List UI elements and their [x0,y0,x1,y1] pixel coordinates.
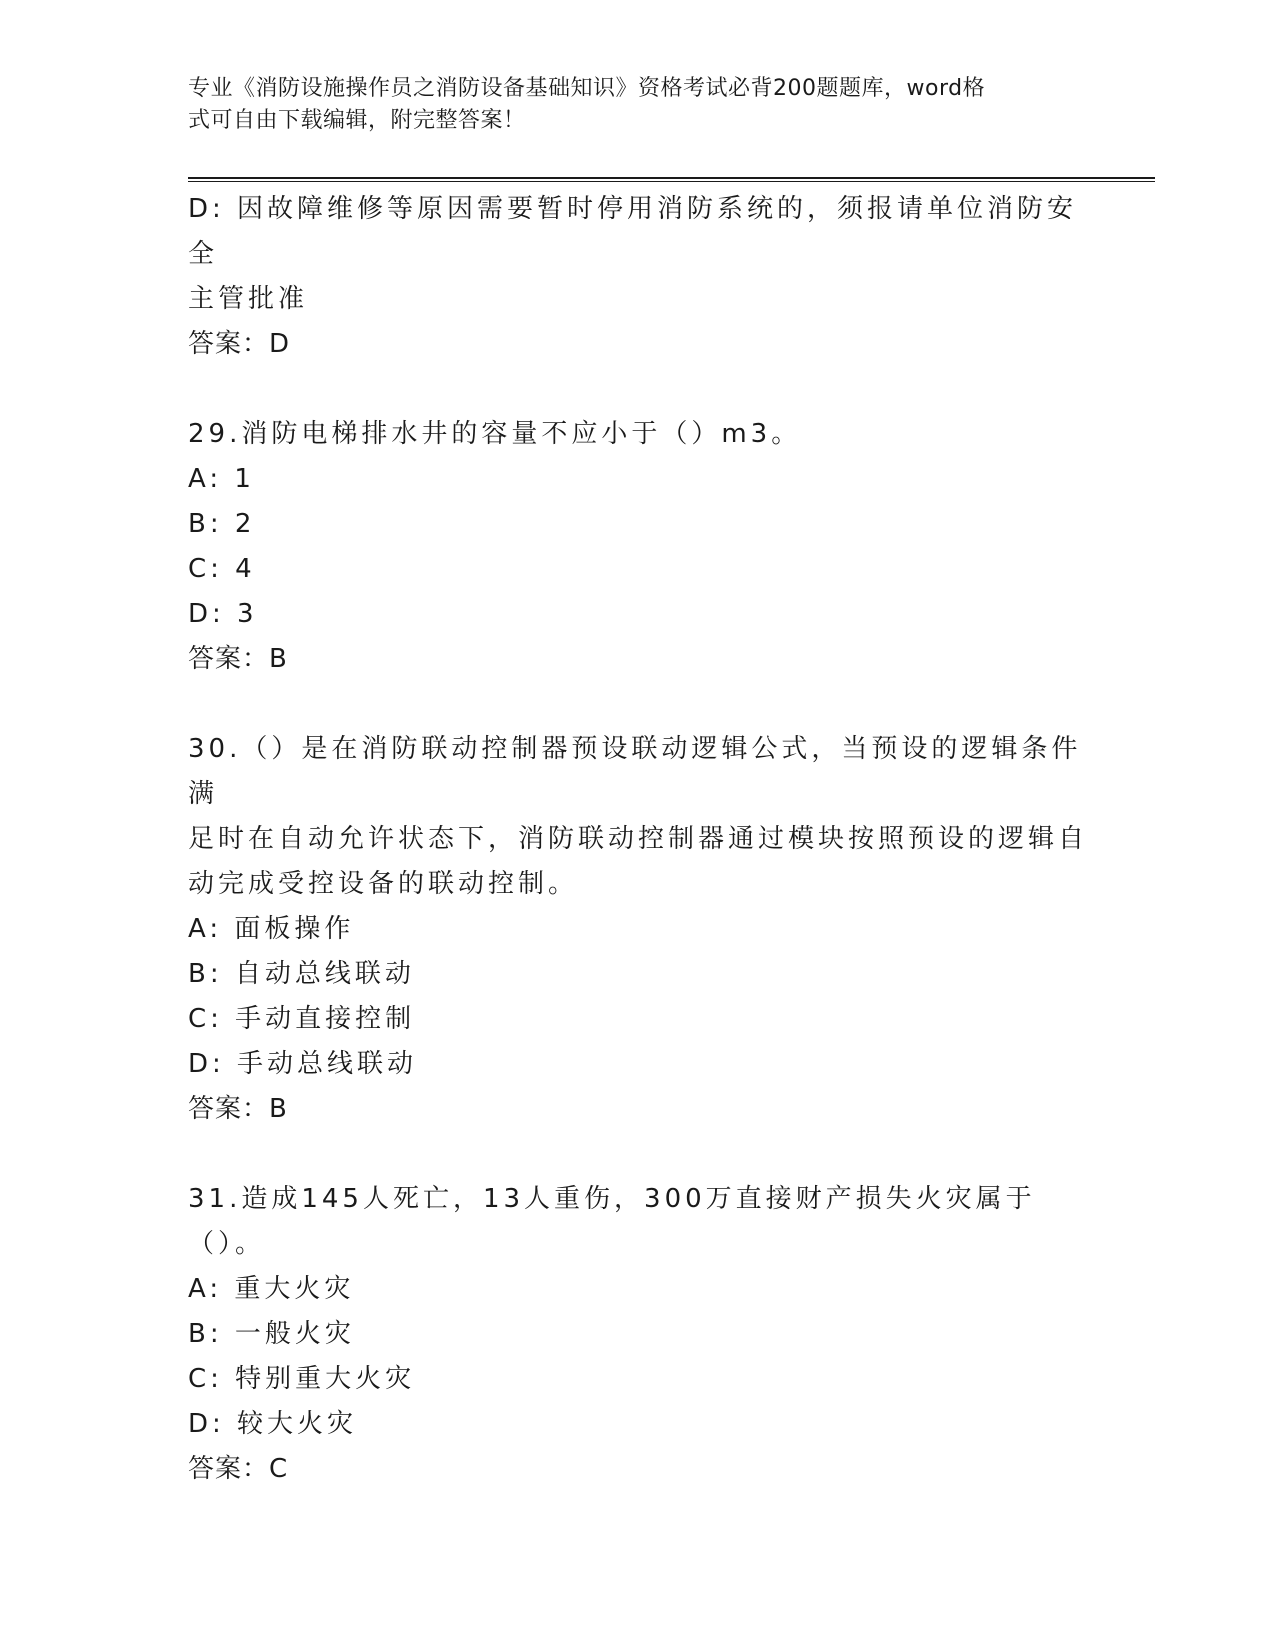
page-header [188,73,1068,137]
answer-line [188,1087,1088,1132]
answer-line [188,1447,1088,1492]
question-content [188,187,1088,1492]
option-b: B: 2 [188,509,256,539]
option-b: B: 一般火灾 [188,1319,355,1349]
option-d: D: 较大火灾 [188,1409,358,1439]
option-b: B: 自动总线联动 [188,959,415,989]
answer-value: B [269,644,288,674]
option-d: D: 手动总线联动 [188,1049,418,1079]
header-divider [188,177,1155,182]
option-d: D: 因故障维修等原因需要暂时停用消防系统的，须报请单位消防安全 [188,194,1078,269]
answer-label: 答案： [188,1454,270,1484]
question-31 [188,1177,1088,1492]
option-d: D: 3 [188,599,258,629]
answer-line [188,322,1088,367]
question-29 [188,412,1088,682]
option-a: A: 重大火灾 [188,1274,355,1304]
option-a: A: 面板操作 [188,914,355,944]
question-30 [188,727,1088,1132]
question-stem-continued: 动完成受控设备的联动控制。 [188,869,579,899]
question-stem: 31.造成145人死亡，13人重伤，300万直接财产损失火灾属于（）。 [188,1184,1036,1259]
previous-question-tail [188,187,1088,367]
option-c: C: 特别重大火灾 [188,1364,416,1394]
option-a: A: 1 [188,464,255,494]
question-stem: 30.（）是在消防联动控制器预设联动逻辑公式，当预设的逻辑条件满 [188,734,1082,809]
question-stem-continued: 足时在自动允许状态下，消防联动控制器通过模块按照预设的逻辑自 [188,824,1089,854]
answer-label: 答案： [188,644,270,674]
header-line-1: 专业《消防设施操作员之消防设备基础知识》资格考试必背200题题库，word格 [188,76,986,101]
option-c: C: 4 [188,554,256,584]
answer-line [188,637,1088,682]
answer-value: B [269,1094,288,1124]
option-c: C: 手动直接控制 [188,1004,416,1034]
option-d-continued: 主管批准 [188,284,309,314]
answer-value: C [269,1454,289,1484]
answer-label: 答案： [188,329,270,359]
question-stem: 29.消防电梯排水井的容量不应小于（）m3。 [188,419,802,449]
answer-label: 答案： [188,1094,270,1124]
header-line-2: 式可自由下载编辑，附完整答案！ [188,108,526,133]
answer-value: D [269,329,291,359]
